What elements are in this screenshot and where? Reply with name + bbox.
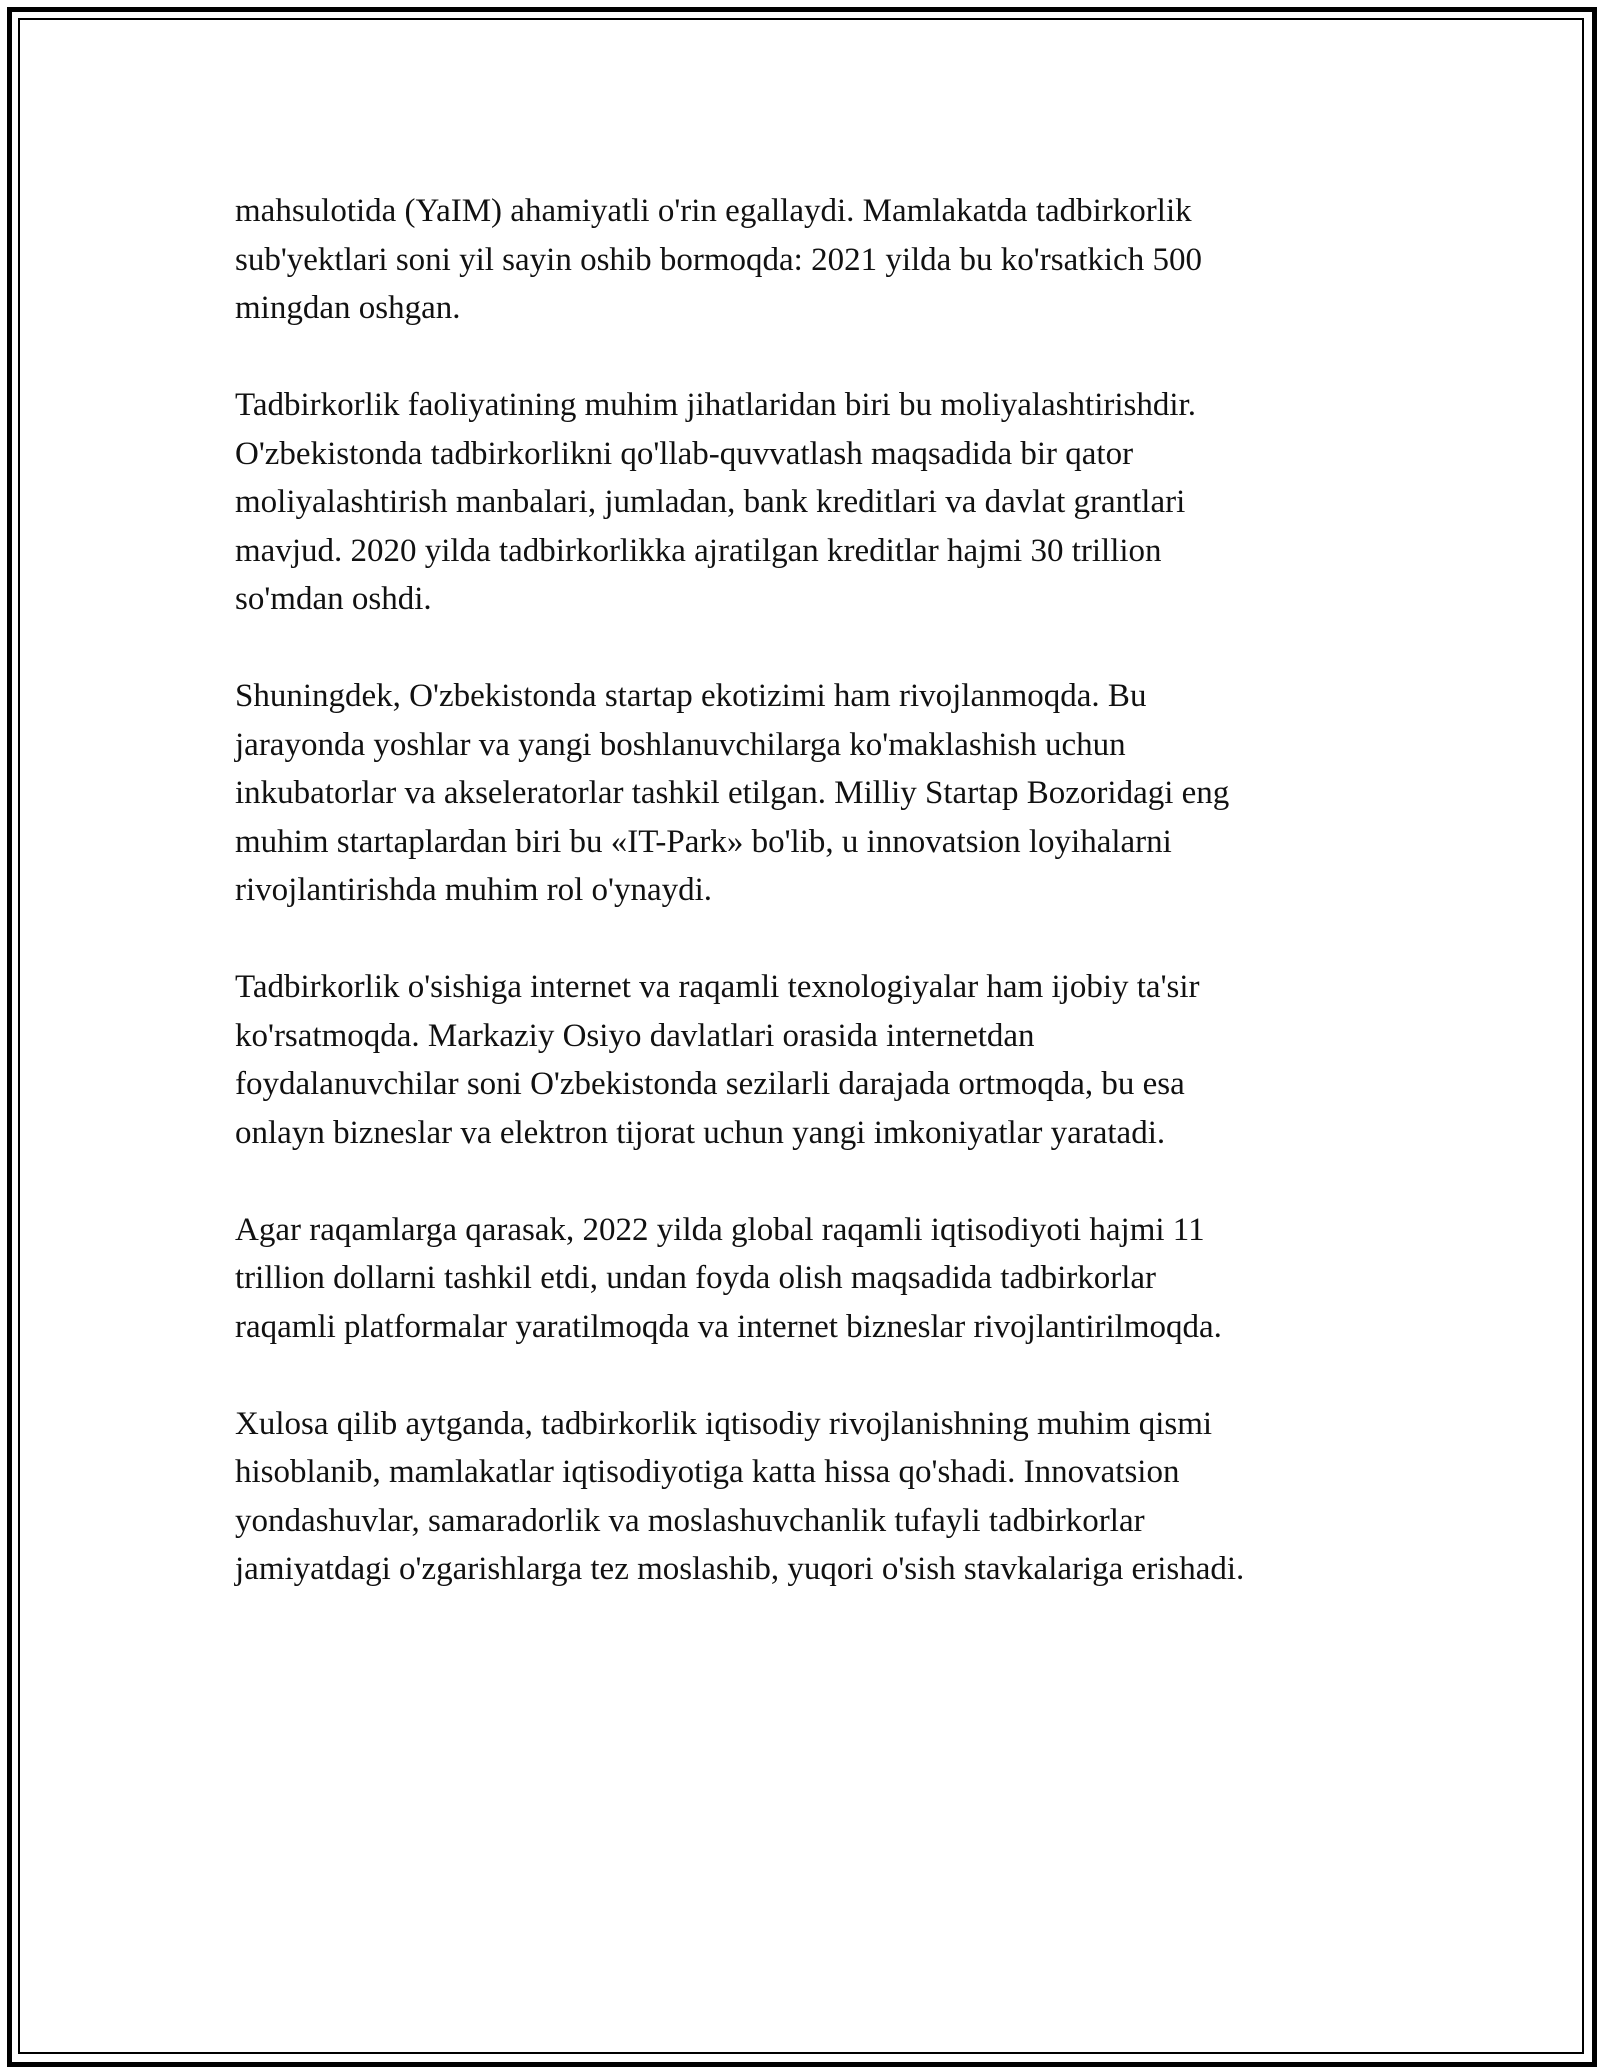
text-line: sub'yektlari soni yil sayin oshib bormoqda: 2021 yilda bu ko'rsatkich 500: [235, 241, 1202, 278]
text-line: Tadbirkorlik faoliyatining muhim jihatlaridan biri bu moliyalashtirishdir.: [235, 387, 1196, 423]
text-line: muhim startaplardan biri bu «IT-Park» bo'lib, u innovatsion loyihalarni: [235, 823, 1172, 860]
paragraph-1: [235, 187, 1375, 333]
text-line: yondashuvlar, samaradorlik va moslashuvchanlik tufayli tadbirkorlar: [235, 1502, 1145, 1539]
text-line: jamiyatdagi o'zgarishlarga tez moslashib, yuqori o'sish stavkalariga erishadi.: [235, 1551, 1245, 1587]
text-line: Shuningdek, O'zbekistonda startap ekotizimi ham rivojlanmoqda. Bu: [235, 678, 1147, 714]
document-body: [235, 187, 1375, 1642]
paragraph-5: [235, 1206, 1375, 1352]
text-line: mavjud. 2020 yilda tadbirkorlikka ajratilgan kreditlar hajmi 30 trillion: [235, 532, 1162, 569]
text-line: mahsulotida (YaIM) ahamiyatli o'rin egallaydi. Mamlakatda tadbirkorlik: [235, 193, 1192, 229]
text-line: O'zbekistonda tadbirkorlikni qo'llab-quvvatlash maqsadida bir qator: [235, 435, 1134, 472]
text-line: inkubatorlar va akseleratorlar tashkil etilgan. Milliy Startap Bozoridagi eng: [235, 775, 1230, 811]
paragraph-3: [235, 672, 1375, 915]
text-line: jarayonda yoshlar va yangi boshlanuvchilarga ko'maklashish uchun: [235, 726, 1126, 763]
text-line: Xulosa qilib aytganda, tadbirkorlik iqtisodiy rivojlanishning muhim qismi: [235, 1405, 1213, 1442]
paragraph-6: [235, 1400, 1375, 1594]
paragraph-4: [235, 963, 1375, 1157]
paragraph-2: [235, 381, 1375, 624]
text-line: Agar raqamlarga qarasak, 2022 yilda global raqamli iqtisodiyoti hajmi 11: [235, 1211, 1205, 1248]
text-line: onlayn bizneslar va elektron tijorat uchun yangi imkoniyatlar yaratadi.: [235, 1114, 1166, 1151]
text-line: Tadbirkorlik o'sishiga internet va raqamli texnologiyalar ham ijobiy ta'sir: [235, 969, 1200, 1005]
text-line: mingdan oshgan.: [235, 290, 461, 326]
text-line: hisoblanib, mamlakatlar iqtisodiyotiga katta hissa qo'shadi. Innovatsion: [235, 1454, 1180, 1490]
text-line: raqamli platformalar yaratilmoqda va internet bizneslar rivojlantirilmoqda.: [235, 1308, 1222, 1345]
text-line: rivojlantirishda muhim rol o'ynaydi.: [235, 872, 713, 908]
text-line: foydalanuvchilar soni O'zbekistonda sezilarli darajada ortmoqda, bu esa: [235, 1066, 1185, 1102]
text-line: so'mdan oshdi.: [235, 581, 432, 617]
text-line: trillion dollarni tashkil etdi, undan foyda olish maqsadida tadbirkorlar: [235, 1260, 1157, 1296]
text-line: ko'rsatmoqda. Markaziy Osiyo davlatlari orasida internetdan: [235, 1017, 1035, 1054]
text-line: moliyalashtirish manbalari, jumladan, bank kreditlari va davlat grantlari: [235, 484, 1186, 520]
